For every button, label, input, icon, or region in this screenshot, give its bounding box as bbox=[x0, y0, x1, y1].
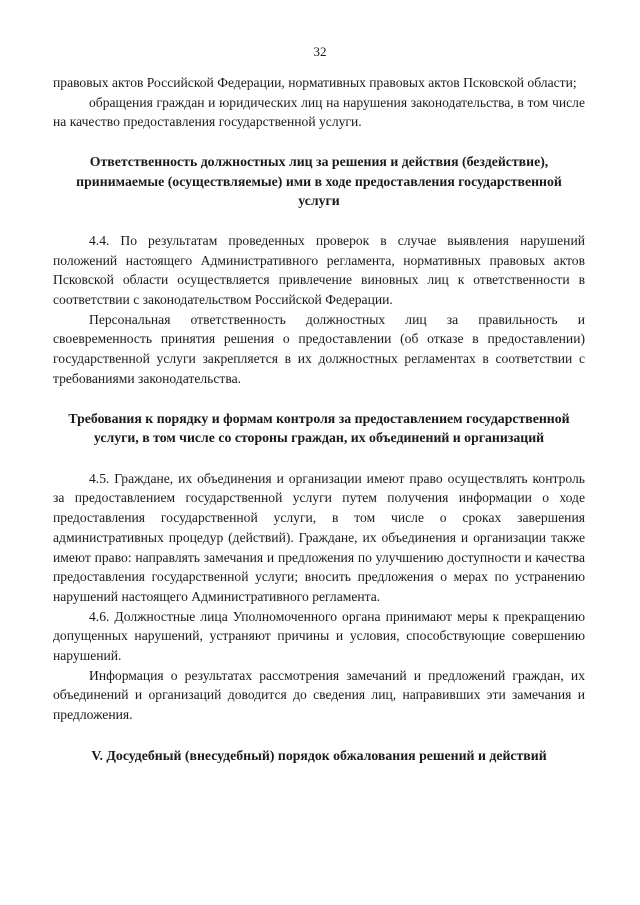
paragraph-4-6: 4.6. Должностные лица Уполномоченного органа принимают меры к прекращению допущенных нарушений, устраняют причины и условия, способствующие совершению нарушений. bbox=[53, 608, 585, 664]
paragraph-4-5: 4.5. Граждане, их объединения и организации имеют право осуществлять контроль за предоставлением государственной услуги путем получения информации о ходе предоставления государственной услуги, в том числе о сроках завершения административных процедур (действий). Граждане, их объединения и организации также имеют право: направлять замечания и предложения по улучшению доступности и качества предоставления государственной услуги; вносить предложения о мерах по устранению нарушений настоящего Административного регламента. bbox=[53, 470, 585, 604]
paragraph-4-4: 4.4. По результатам проведенных проверок в случае выявления нарушений положений настоящего Административного регламента, нормативных правовых актов Псковской области осуществляется привлечение виновных лиц к ответственности в соответствии с законодательством Российской Федерации. bbox=[53, 232, 585, 307]
paragraph-personal-responsibility: Персональная ответственность должностных лиц за правильность и своевременность принятия решения о предоставлении (об отказе в предоставлении) государственной услуги закрепляется в их должностных регламентах в соответствии с требованиями законодательства. bbox=[53, 311, 585, 386]
document-body bbox=[53, 73, 585, 765]
page-number: 32 bbox=[313, 44, 327, 59]
section-heading-control-requirements: Требования к порядку и формам контроля за предоставлением государственной услуги, в том числе со стороны граждан, их объединений и организаций bbox=[68, 410, 570, 446]
section-heading-responsibility: Ответственность должностных лиц за решения и действия (бездействие), принимаемые (осуществляемые) ими в ходе предоставления государственной услуги bbox=[76, 154, 562, 209]
paragraph-appeals: обращения граждан и юридических лиц на нарушения законодательства, в том числе на качество предоставления государственной услуги. bbox=[53, 94, 585, 130]
section-heading-pretrial-appeal: V. Досудебный (внесудебный) порядок обжалования решений и действий bbox=[91, 747, 547, 763]
paragraph-results-information: Информация о результатах рассмотрения замечаний и предложений граждан, их объединений и организаций доводится до сведения лиц, направивших эти замечания и предложения. bbox=[53, 667, 585, 723]
paragraph-continuation: правовых актов Российской Федерации, нормативных правовых актов Псковской области; bbox=[53, 75, 577, 90]
